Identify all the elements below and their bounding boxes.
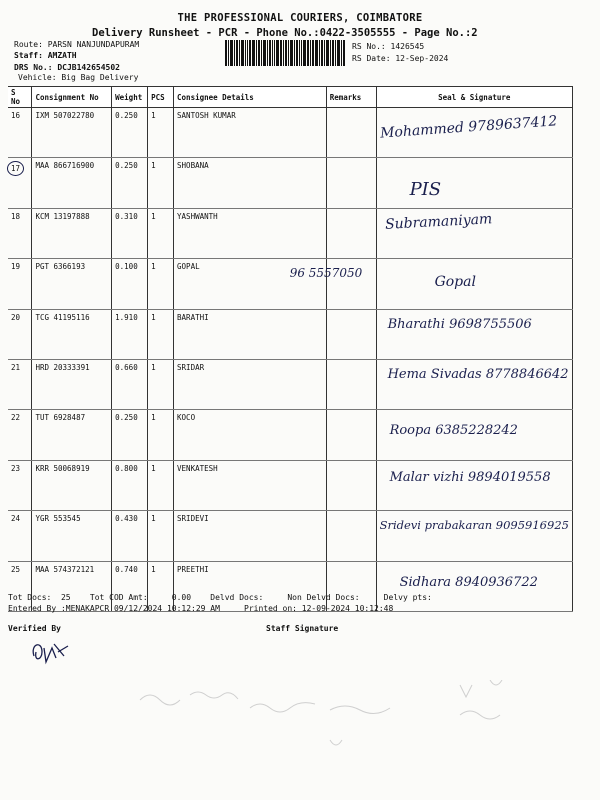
weight: 0.800	[112, 460, 148, 510]
pcs: 1	[148, 309, 174, 359]
verifier-signature-mark	[28, 634, 76, 668]
signature-text: Roopa 6385228242	[389, 423, 518, 439]
sno: 24	[8, 511, 32, 561]
signature	[376, 561, 572, 611]
weight: 0.250	[112, 410, 148, 460]
consignee: YASHWANTH	[174, 208, 327, 258]
signature-text: Sidhara 8940936722	[399, 574, 538, 590]
consignment-no: HRD 20333391	[32, 359, 112, 409]
col-weight: Weight	[112, 87, 148, 108]
consignment-no: MAA 574372121	[32, 561, 112, 611]
weight: 0.430	[112, 511, 148, 561]
sno: 22	[8, 410, 32, 460]
signature-text: Gopal	[434, 274, 476, 291]
signature	[376, 208, 572, 258]
signature-text: Malar vizhi 9894019558	[389, 469, 551, 485]
consignee: SRIDAR	[174, 359, 327, 409]
signature	[376, 259, 572, 309]
table-row	[8, 259, 573, 309]
remarks	[326, 511, 376, 561]
table-row	[8, 460, 573, 510]
rs-date: RS Date: 12-Sep-2024	[352, 54, 449, 63]
consignee: PREETHI	[174, 561, 327, 611]
table-row	[8, 108, 573, 158]
pcs: 1	[148, 511, 174, 561]
company-title: THE PROFESSIONAL COURIERS, COIMBATORE	[177, 12, 423, 24]
signature-text: PIS	[409, 179, 442, 201]
col-remarks: Remarks	[326, 87, 376, 108]
staff-info: Staff: AMZATH	[14, 51, 77, 60]
verified-by-label: Verified By	[8, 624, 61, 633]
remarks	[326, 309, 376, 359]
barcode-image	[225, 40, 345, 66]
route-info: Route: PARSN NANJUNDAPURAM	[14, 40, 140, 49]
signature-text: Mohammed 9789637412	[379, 113, 558, 142]
totals-line: Tot Docs: 25 Tot COD Amt: 0.00 Delvd Docs: Non Delvd Docs: Delvy pts:	[8, 593, 432, 602]
consignment-no: TCG 41195116	[32, 309, 112, 359]
pcs: 1	[148, 460, 174, 510]
sno: 25	[8, 561, 32, 611]
sno	[8, 158, 32, 208]
weight: 0.660	[112, 359, 148, 409]
signature	[376, 309, 572, 359]
table-header-row	[8, 87, 573, 108]
signature	[376, 511, 572, 561]
remarks	[326, 410, 376, 460]
table-row	[8, 410, 573, 460]
sno: 18	[8, 208, 32, 258]
col-consignment: Consignment No	[32, 87, 112, 108]
consignment-no: MAA 866716900	[32, 158, 112, 208]
col-pcs: PCS	[148, 87, 174, 108]
consignee: SHOBANA	[174, 158, 327, 208]
signature-text: Subramaniyam	[384, 211, 493, 233]
drs-info: DRS No.: DCJB142654502	[14, 63, 120, 72]
pcs: 1	[148, 158, 174, 208]
weight: 0.250	[112, 158, 148, 208]
runsheet-table	[8, 86, 573, 612]
sno: 21	[8, 359, 32, 409]
remarks	[289, 259, 376, 309]
col-consignee: Consignee Details	[174, 87, 327, 108]
weight: 0.250	[112, 108, 148, 158]
pcs: 1	[148, 259, 174, 309]
table-row	[8, 359, 573, 409]
table-row	[8, 208, 573, 258]
signature	[376, 410, 572, 460]
faint-bleedthrough-scribbles	[130, 680, 570, 760]
consignment-no: PGT 6366193	[32, 259, 112, 309]
signature	[376, 108, 572, 158]
weight: 0.310	[112, 208, 148, 258]
weight: 0.740	[112, 561, 148, 611]
staff-signature-label: Staff Signature	[266, 624, 339, 633]
consignment-no: YGR 553545	[32, 511, 112, 561]
signature	[376, 158, 572, 208]
sno: 16	[8, 108, 32, 158]
remarks	[326, 158, 376, 208]
table-row	[8, 309, 573, 359]
table-row	[8, 158, 573, 208]
consignee: SRIDEVI	[174, 511, 327, 561]
pcs: 1	[148, 410, 174, 460]
signature	[376, 359, 572, 409]
weight: 1.910	[112, 309, 148, 359]
entered-by-line: Entered By :MENAKAPCR 09/12/2024 10:12:29 AM Printed on: 12-09-2024 10:12:48	[8, 604, 394, 613]
sno: 20	[8, 309, 32, 359]
consignee: VENKATESH	[174, 460, 327, 510]
pcs: 1	[148, 561, 174, 611]
consignment-no: KCM 13197888	[32, 208, 112, 258]
signature-text: Bharathi 9698755506	[387, 316, 532, 332]
consignee: BARATHI	[174, 309, 327, 359]
rs-number: RS No.: 1426545	[352, 42, 425, 51]
runsheet-subtitle: Delivery Runsheet - PCR - Phone No.:0422-3505555 - Page No.:2	[92, 27, 478, 39]
pcs: 1	[148, 108, 174, 158]
sno: 23	[8, 460, 32, 510]
weight: 0.100	[112, 259, 148, 309]
pcs: 1	[148, 359, 174, 409]
remarks	[326, 208, 376, 258]
table-row	[8, 511, 573, 561]
pcs: 1	[148, 208, 174, 258]
remarks	[326, 460, 376, 510]
consignment-no: IXM 507022780	[32, 108, 112, 158]
col-signature: Seal & Signature	[376, 87, 572, 108]
signature	[376, 460, 572, 510]
col-sno: S No	[8, 87, 32, 108]
signature-text: Sridevi prabakaran 9095916925	[379, 518, 569, 533]
signature-text: Hema Sivadas 8778846642	[387, 366, 569, 382]
consignee: KOCO	[174, 410, 327, 460]
consignment-no: KRR 50068919	[32, 460, 112, 510]
consignee: SANTOSH KUMAR	[174, 108, 327, 158]
vehicle-info: Vehicle: Big Bag Delivery	[18, 73, 139, 82]
remarks-phone: 96 5557050	[289, 266, 363, 281]
remarks	[326, 359, 376, 409]
sno: 19	[8, 259, 32, 309]
consignment-no: TUT 6928487	[32, 410, 112, 460]
remarks	[326, 108, 376, 158]
sno-circled: 17	[7, 161, 24, 176]
consignee: GOPAL	[174, 259, 327, 309]
